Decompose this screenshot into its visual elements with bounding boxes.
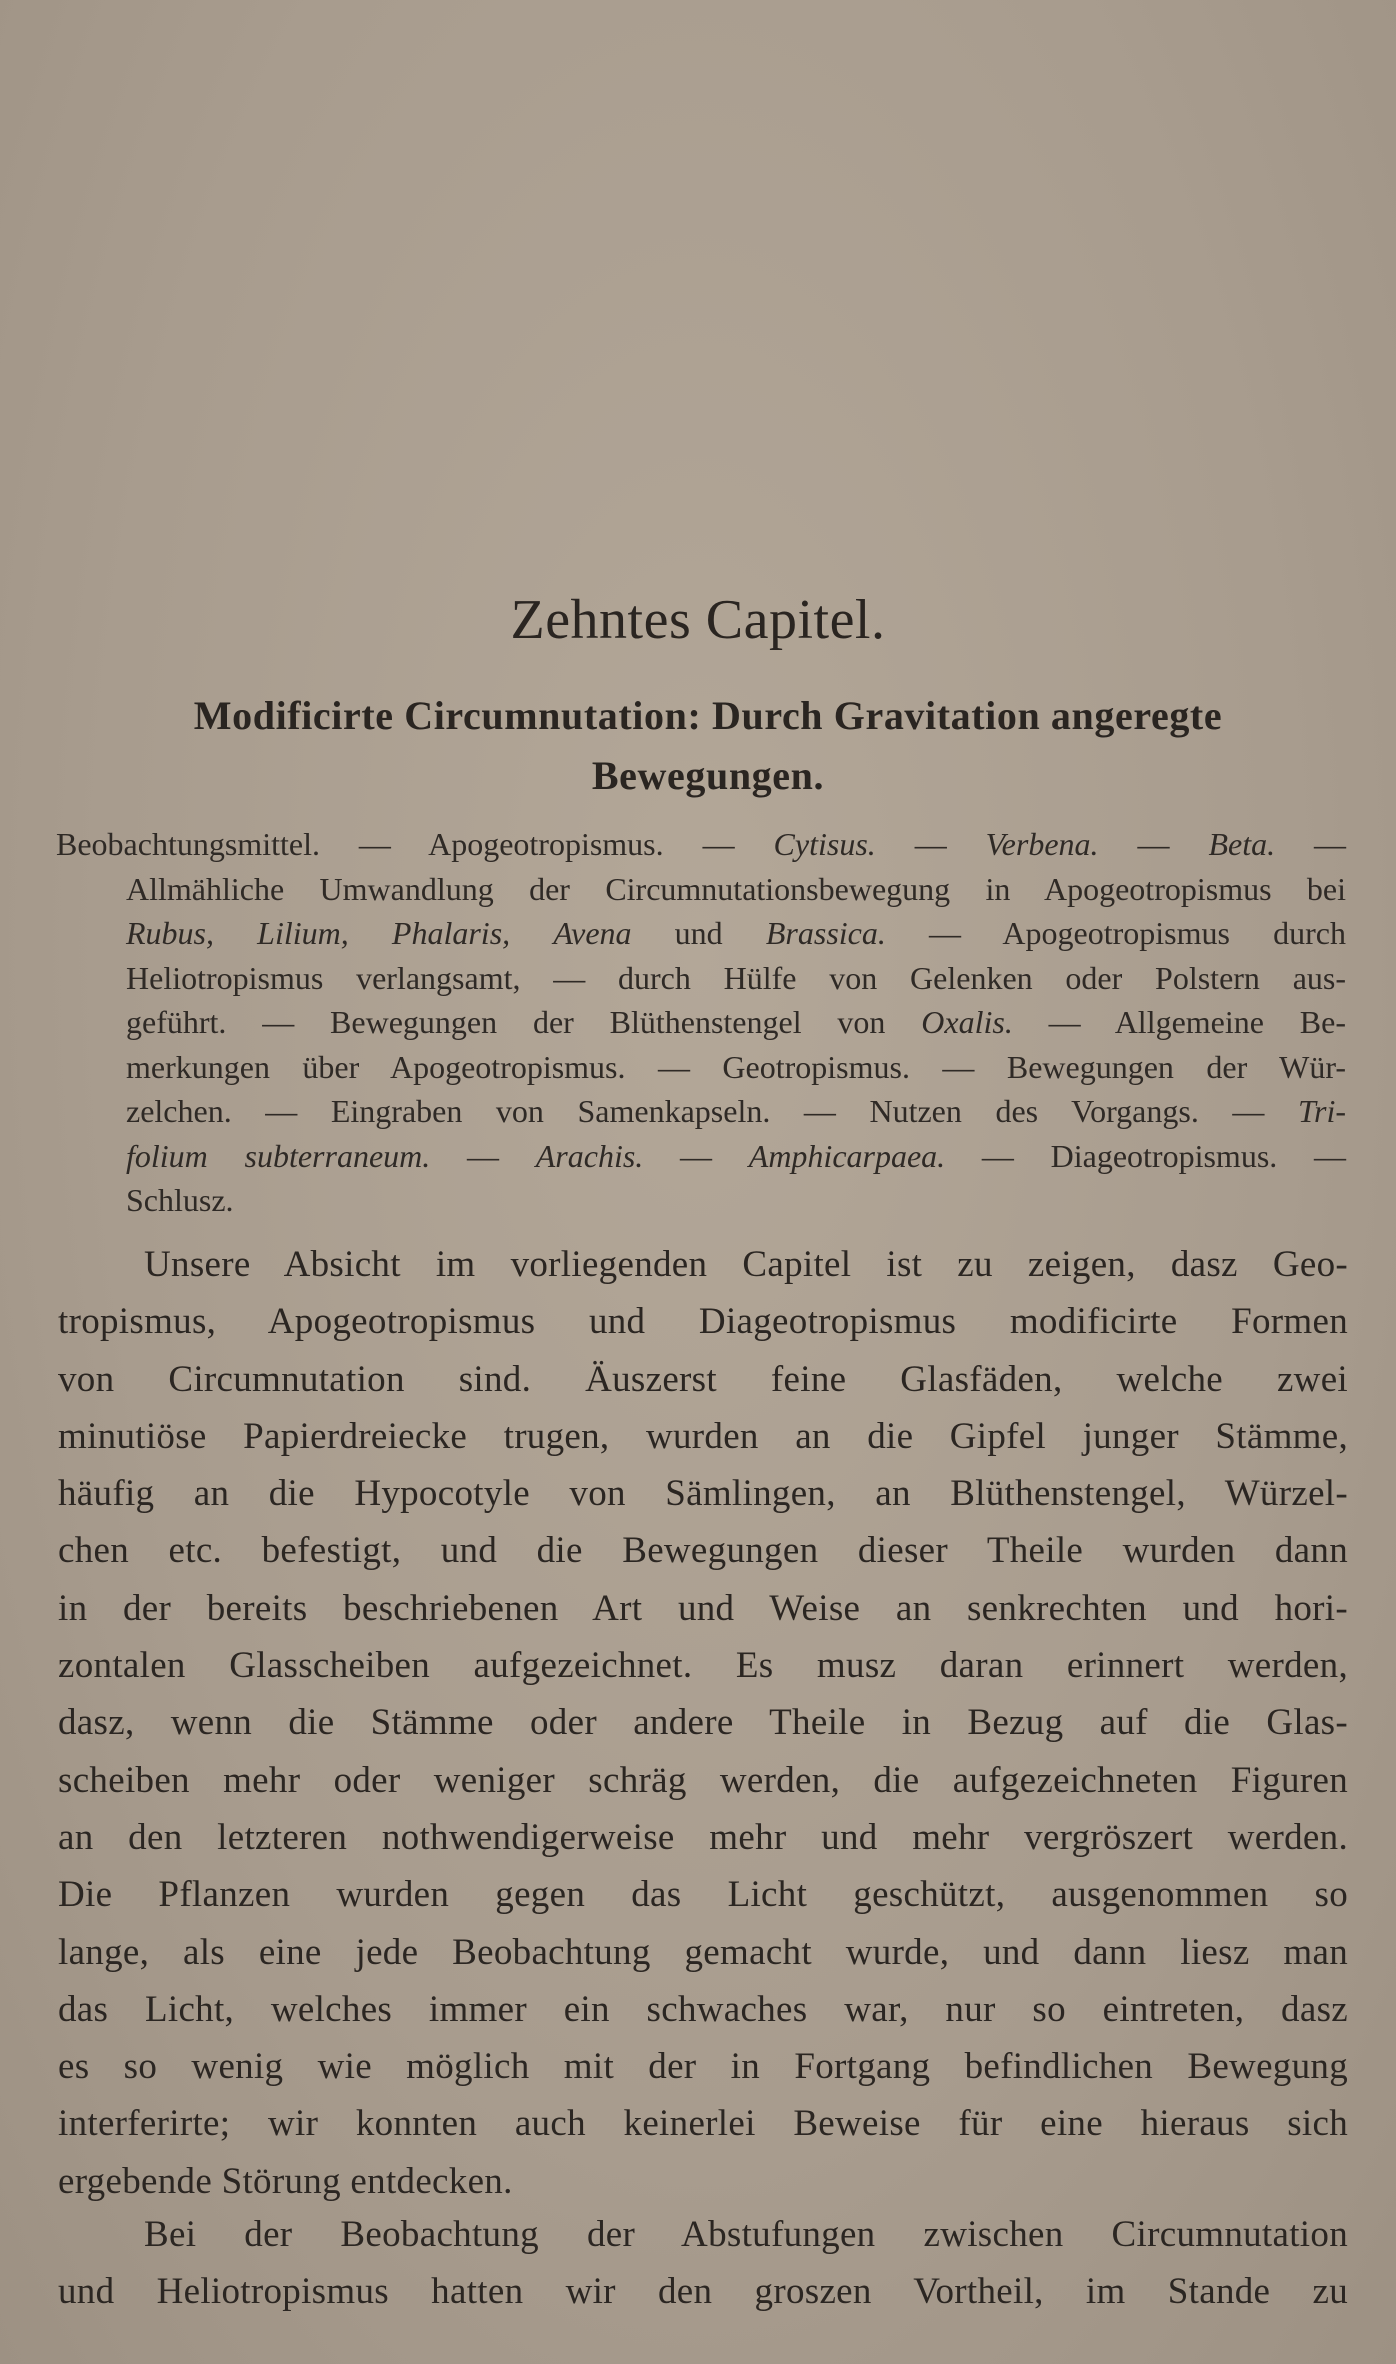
section-title-line-2: Bewegungen.: [591, 753, 825, 798]
summary-line: Rubus, Lilium, Phalaris, Avena und Brassica. — Apogeotropismus durch: [126, 915, 1347, 951]
paragraph-line: von Circumnutation sind. Äuszerst feine Glasfäden, welche zwei: [58, 1358, 1348, 1400]
summary-line: Allmähliche Umwandlung der Circumnutationsbewegung in Apogeotropismus bei: [126, 870, 1346, 907]
section-title: [88, 686, 1328, 806]
paragraph-line: lange, als eine jede Beobachtung gemacht wurde, und dann liesz man: [58, 1931, 1348, 1973]
paragraph-line: Bei der Beobachtung der Abstufungen zwischen Circumnutation: [144, 2214, 1348, 2255]
paragraph-line: zontalen Glasscheiben aufgezeichnet. Es musz daran erinnert werden,: [58, 1645, 1348, 1687]
chapter-summary: [56, 822, 1346, 1223]
chapter-title: Zehntes Capitel.: [510, 589, 886, 651]
paragraph-line: ergebende Störung entdecken.: [58, 2160, 513, 2202]
paragraph-line: interferirte; wir konnten auch keinerlei Beweise für eine hieraus sich: [58, 2103, 1348, 2145]
summary-line: Heliotropismus verlangsamt, — durch Hülfe von Gelenken oder Polstern aus-: [126, 959, 1346, 996]
paragraph-line: das Licht, welches immer ein schwaches war, nur so eintreten, dasz: [58, 1988, 1348, 2030]
paragraph-line: und Heliotropismus hatten wir den groszen Vortheil, im Stande zu: [58, 2271, 1348, 2313]
paragraph-line: chen etc. befestigt, und die Bewegungen dieser Theile wurden dann: [58, 1530, 1348, 1572]
paragraph-2: [58, 2206, 1348, 2321]
paragraph-line: es so wenig wie möglich mit der in Fortgang befindlichen Bewegung: [58, 2046, 1348, 2088]
summary-line: merkungen über Apogeotropismus. — Geotropismus. — Bewegungen der Wür-: [126, 1048, 1346, 1085]
paragraph-line: tropismus, Apogeotropismus und Diageotropismus modificirte Formen: [58, 1301, 1348, 1343]
summary-line: geführt. — Bewegungen der Blüthenstengel von Oxalis. — Allgemeine Be-: [126, 1004, 1347, 1040]
section-title-line-1: Modificirte Circumnutation: Durch Gravitation angeregte: [193, 693, 1223, 738]
paragraph-1: [58, 1236, 1348, 2210]
paragraph-line: in der bereits beschriebenen Art und Weise an senkrechten und hori-: [58, 1587, 1348, 1629]
paragraph-line: Unsere Absicht im vorliegenden Capitel ist zu zeigen, dasz Geo-: [144, 1244, 1348, 1285]
paragraph-line: häufig an die Hypocotyle von Sämlingen, an Blüthenstengel, Würzel-: [58, 1473, 1348, 1515]
paragraph-line: dasz, wenn die Stämme oder andere Theile in Bezug auf die Glas-: [58, 1702, 1348, 1744]
summary-line: Beobachtungsmittel. — Apogeotropismus. — Cytisus. — Verbena. — Beta. —: [56, 826, 1347, 862]
summary-line: folium subterraneum. — Arachis. — Amphicarpaea. — Diageotropismus. —: [126, 1137, 1347, 1174]
paragraph-line: an den letzteren nothwendigerweise mehr und mehr vergröszert werden.: [58, 1816, 1348, 1858]
paragraph-line: scheiben mehr oder weniger schräg werden, die aufgezeichneten Figuren: [58, 1759, 1348, 1801]
paragraph-line: minutiöse Papierdreiecke trugen, wurden an die Gipfel junger Stämme,: [58, 1415, 1348, 1457]
paragraph-line: Die Pflanzen wurden gegen das Licht geschützt, ausgenommen so: [58, 1874, 1348, 1916]
summary-line: zelchen. — Eingraben von Samenkapseln. — Nutzen des Vorgangs. — Tri-: [126, 1093, 1346, 1129]
summary-line: Schlusz.: [126, 1182, 234, 1218]
